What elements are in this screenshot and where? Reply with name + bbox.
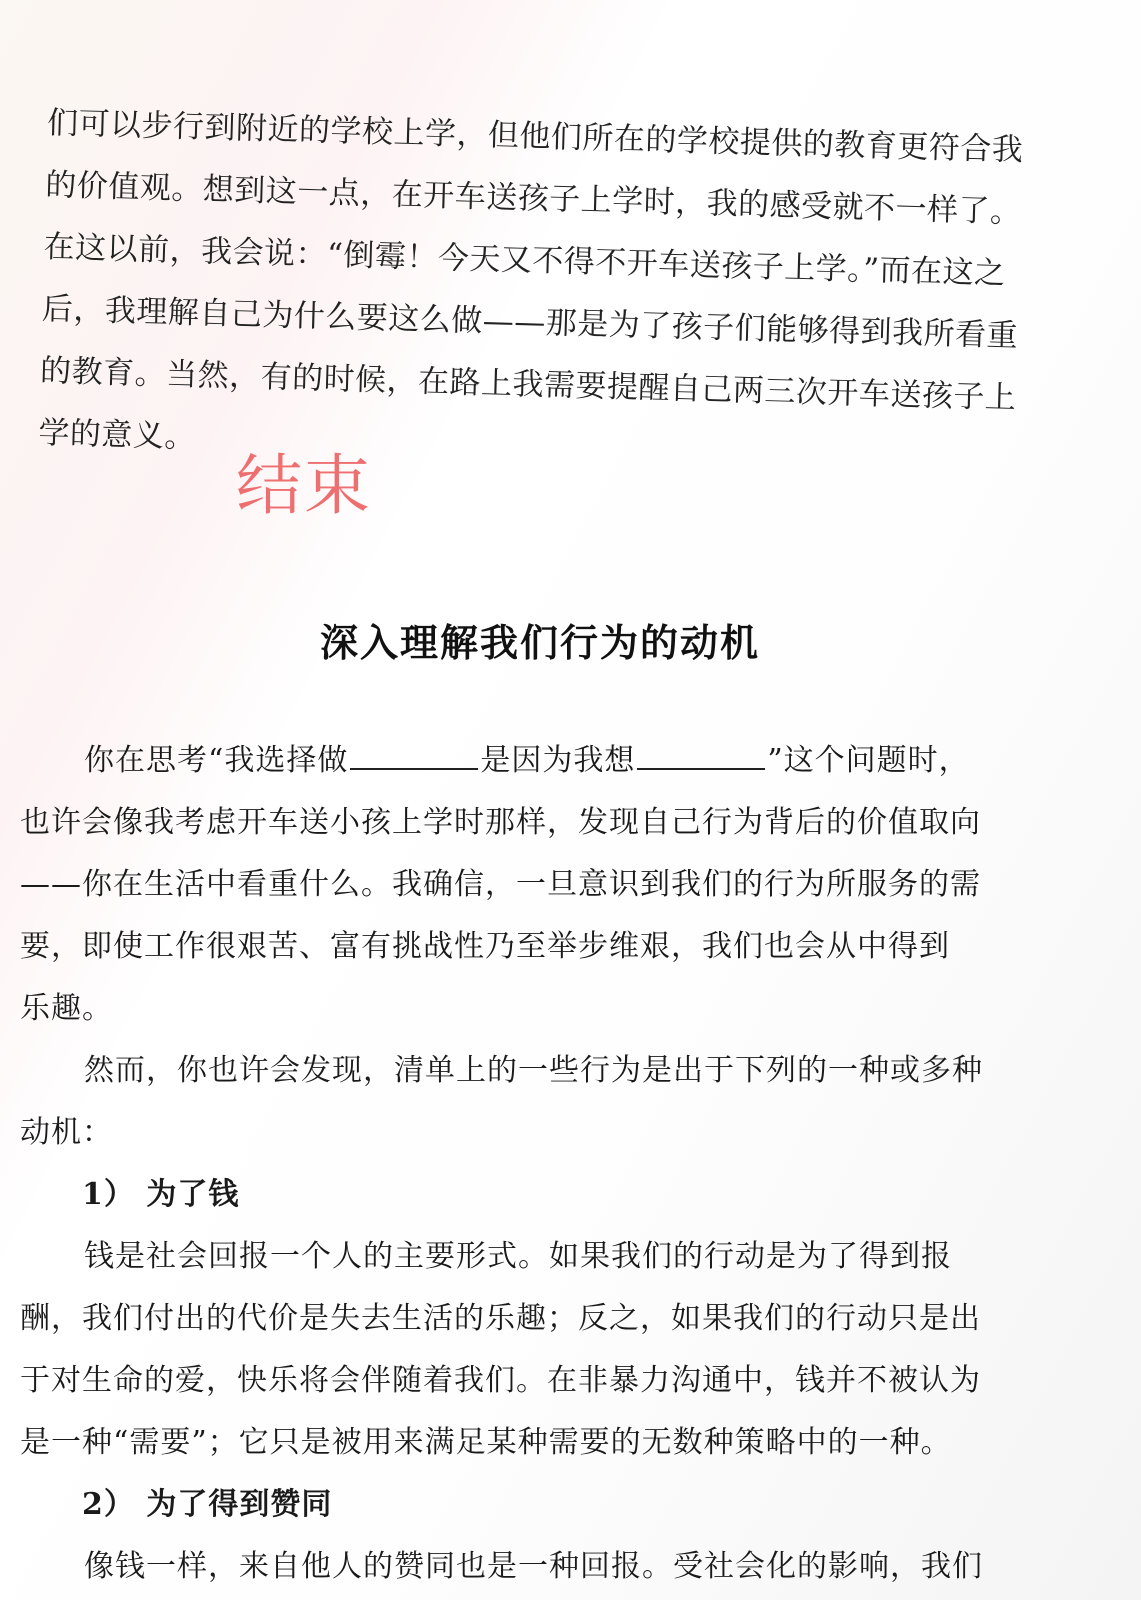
text-line: 是一种“需要”；它只是被用来满足某种需要的无数种策略中的一种。: [20, 1425, 952, 1460]
text-line: 学的意义。: [37, 414, 197, 456]
text-line: ——你在生活中看重什么。我确信，一旦意识到我们的行为所服务的需: [20, 867, 981, 902]
text-line: 然而，你也许会发现，清单上的一些行为是出于下列的一种或多种: [84, 1053, 983, 1088]
subheading-approval: 2） 为了得到赞同: [82, 1487, 333, 1522]
text-line: 酬，我们付出的代价是失去生活的乐趣；反之，如果我们的行动只是出: [20, 1301, 981, 1336]
subheading-money: 1） 为了钱: [82, 1177, 240, 1212]
text-line: 后，我理解自己为什么要这么做——那是为了孩子们能够得到我所看重: [41, 290, 1019, 355]
text-line: 于对生命的爱，快乐将会伴随着我们。在非暴力沟通中，钱并不被认为: [20, 1363, 981, 1398]
text-line: 们可以步行到附近的学校上学，但他们所在的学校提供的教育更符合我: [46, 104, 1024, 169]
section-title: 深入理解我们行为的动机: [319, 621, 760, 665]
text-line: 也许会像我考虑开车送小孩上学时那样，发现自己行为背后的价值取向: [20, 805, 981, 840]
body-text: [20, 730, 1025, 1598]
text-line: 动机：: [20, 1115, 113, 1150]
text-line: 钱是社会回报一个人的主要形式。如果我们的行动是为了得到报: [84, 1239, 952, 1274]
text-line: 要，即使工作很艰苦、富有挑战性乃至举步维艰，我们也会从中得到: [20, 929, 950, 964]
question-part-1: 你在思考“我选择做: [84, 743, 349, 778]
text-line: 的价值观。想到这一点，在开车送孩子上学时，我的感受就不一样了。: [44, 166, 1023, 231]
question-line: [20, 730, 1025, 792]
fill-in-blank: [637, 742, 765, 770]
question-part-2: 是因为我想: [480, 743, 636, 778]
text-line: 的教育。当然，有的时候，在路上我需要提醒自己两三次开车送孩子上: [39, 352, 1017, 417]
top-paragraph: [38, 92, 1038, 491]
question-part-3: ”这个问题时，: [767, 743, 970, 778]
text-line: 乐趣。: [20, 991, 113, 1026]
text-line: 像钱一样，来自他人的赞同也是一种回报。受社会化的影响，我们: [84, 1549, 983, 1584]
end-annotation: 结束: [236, 447, 372, 524]
text-line: 在这以前，我会说：“倒霉！今天又不得不开车送孩子上学。”而在这之: [43, 228, 1007, 292]
fill-in-blank: [350, 742, 478, 770]
